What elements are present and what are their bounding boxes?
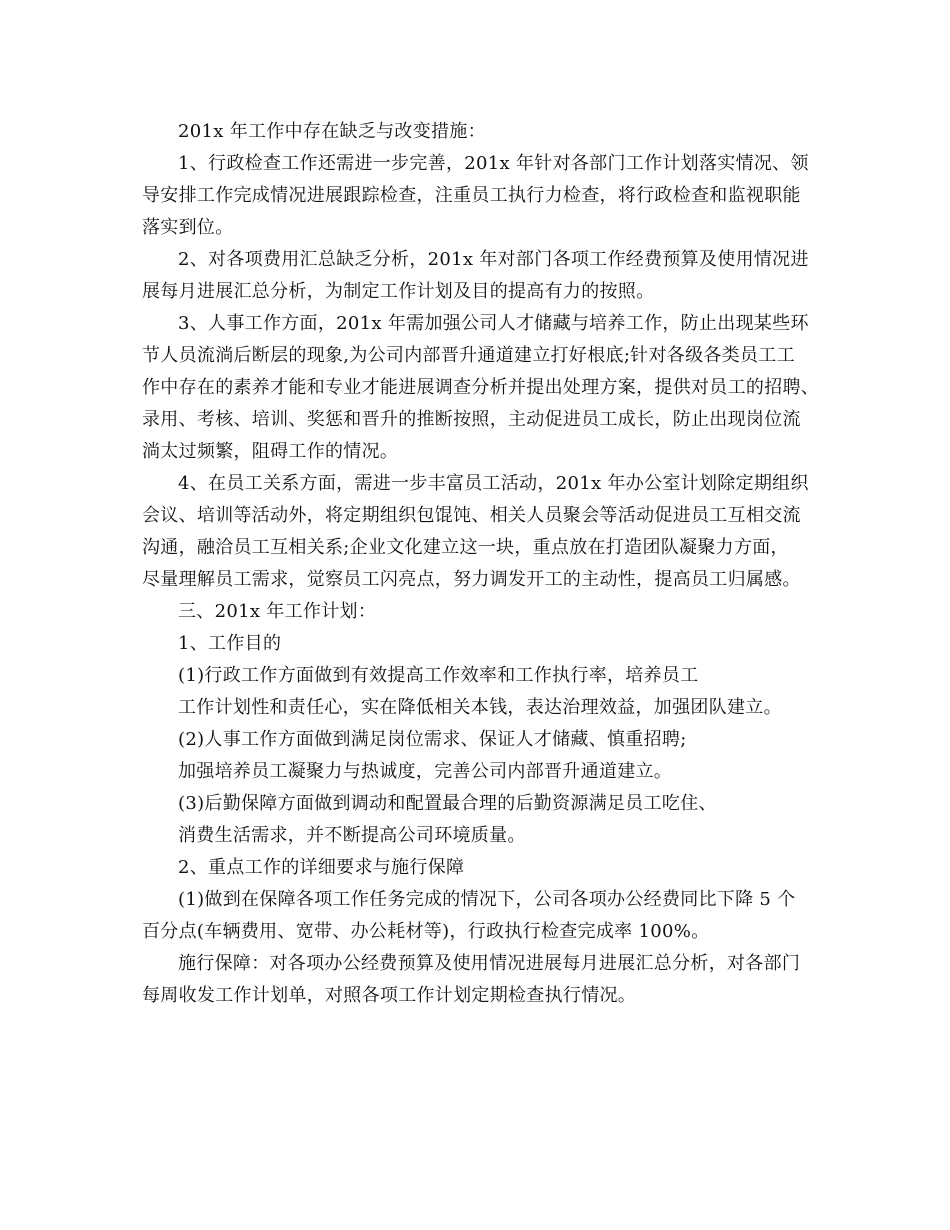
text-line: (3)后勤保障方面做到调动和配置最合理的后勤资源满足员工吃住、	[178, 793, 717, 814]
text-line: 沟通，融洽员工互相关系;企业文化建立这一块，重点放在打造团队凝聚力方面，	[142, 537, 789, 558]
text-line: 录用、考核、培训、奖惩和晋升的推断按照，主动促进员工成长，防止出现岗位流	[142, 409, 801, 430]
text-line: 节人员流淌后断层的现象,为公司内部晋升通道建立打好根底;针对各级各类员工工	[142, 345, 795, 366]
text-line: 201x 年工作中存在缺乏与改变措施：	[178, 121, 486, 142]
text-line: (1)行政工作方面做到有效提高工作效率和工作执行率，培养员工	[178, 665, 699, 686]
text-line: 工作计划性和责任心，实在降低相关本钱，表达治理效益，加强团队建立。	[178, 697, 782, 718]
text-line: (2)人事工作方面做到满足岗位需求、保证人才储藏、慎重招聘;	[178, 729, 687, 750]
text-line: 加强培养员工凝聚力与热诚度，完善公司内部晋升通道建立。	[178, 761, 673, 782]
text-line: (1)做到在保障各项工作任务完成的情况下，公司各项办公经费同比下降 5 个	[178, 889, 796, 910]
text-line: 落实到位。	[142, 217, 234, 238]
text-line: 作中存在的素养才能和专业才能进展调查分析并提出处理方案，提供对员工的招聘、	[142, 377, 820, 398]
text-line: 会议、培训等活动外，将定期组织包馄饨、相关人员聚会等活动促进员工互相交流	[142, 505, 801, 526]
text-line: 2、重点工作的详细要求与施行保障	[178, 857, 465, 878]
text-line: 消费生活需求，并不断提高公司环境质量。	[178, 825, 526, 846]
text-line: 1、行政检查工作还需进一步完善，201x 年针对各部门工作计划落实情况、领	[178, 153, 809, 174]
text-line: 施行保障：对各项办公经费预算及使用情况进展每月进展汇总分析，对各部门	[178, 953, 801, 974]
text-line: 尽量理解员工需求，觉察员工闪亮点，努力调发开工的主动性，提高员工归属感。	[142, 569, 801, 590]
text-line: 2、对各项费用汇总缺乏分析，201x 年对部门各项工作经费预算及使用情况进	[178, 249, 809, 270]
text-line: 4、在员工关系方面，需进一步丰富员工活动，201x 年办公室计划除定期组织	[178, 473, 809, 494]
text-line: 3、人事工作方面，201x 年需加强公司人才储藏与培养工作，防止出现某些环	[178, 313, 809, 334]
text-line: 三、201x 年工作计划：	[178, 601, 377, 622]
text-line: 导安排工作完成情况进展跟踪检查，注重员工执行力检查，将行政检查和监视职能	[142, 185, 801, 206]
document-body	[142, 116, 822, 1012]
text-line: 每周收发工作计划单，对照各项工作计划定期检查执行情况。	[142, 985, 637, 1006]
text-line: 展每月进展汇总分析，为制定工作计划及目的提高有力的按照。	[142, 281, 655, 302]
text-line: 淌太过频繁，阻碍工作的情况。	[142, 441, 399, 462]
text-line: 百分点(车辆费用、宽带、办公耗材等)，行政执行检查完成率 100%。	[142, 921, 710, 942]
text-line: 1、工作目的	[178, 633, 282, 654]
